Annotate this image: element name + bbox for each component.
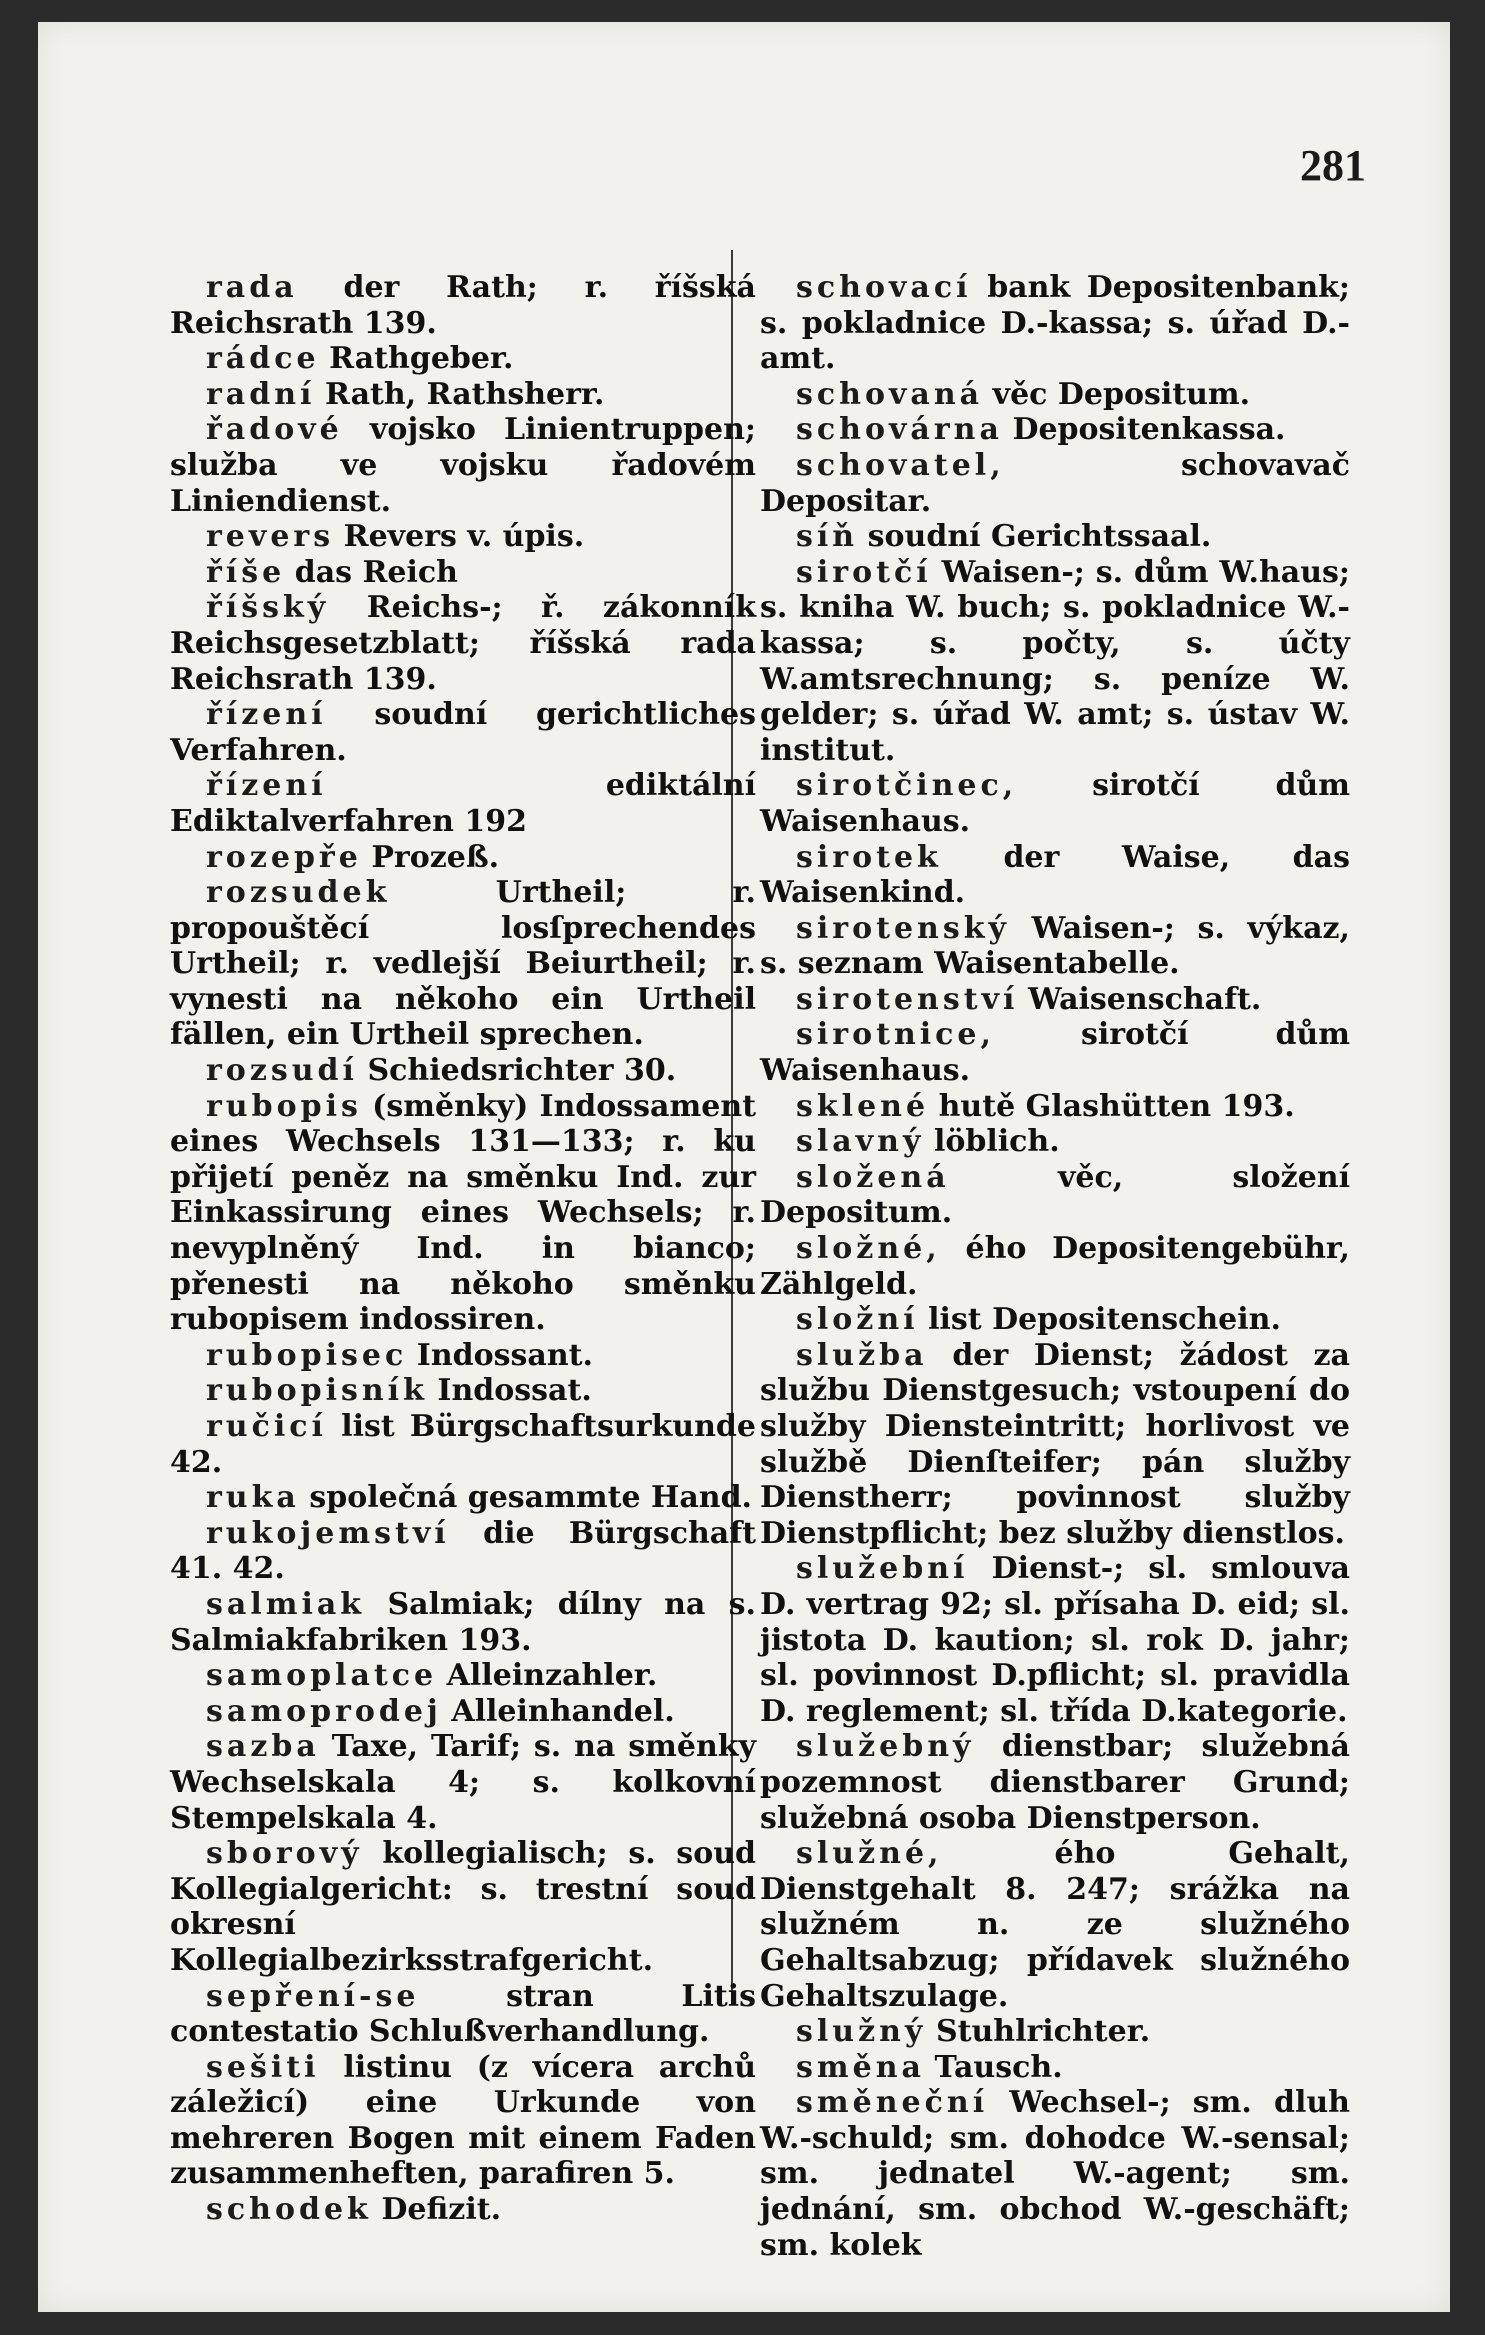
entry-headword: služba [796,1337,928,1373]
entry-headword: sirotek [796,839,942,875]
entry-definition: der Waise, das Waisenkind. [760,839,1350,911]
entry-definition: Schiedsrichter 30. [367,1053,677,1089]
entry-definition: Waisen-; s. dům W.haus; s. kniha W. buch; s. pokladnice W.-kassa; s. počty, s. účty W.amtsrechnung; s. peníze W. gelder; s. úřad W. amt; s. ústav W. institut. [760,554,1350,768]
dictionary-entry [760,555,1350,769]
entry-definition: listinu (z vícera archů záležicí) eine Urkunde von mehreren Bogen mit einem Faden zusammenheften, parafiren 5. [170,2049,756,2192]
entry-definition: soudní Gerichtssaal. [867,519,1212,555]
dictionary-entry [760,270,1350,377]
dictionary-entry [170,341,756,377]
entry-headword: schovárna [796,412,1003,448]
dictionary-entry [170,1516,756,1587]
dictionary-entry [760,2050,1350,2086]
dictionary-entry [760,1089,1350,1125]
dictionary-entry [170,377,756,413]
dictionary-entry [760,2014,1350,2050]
entry-definition: Rath, Rathsherr. [324,376,605,412]
entry-definition: ého Depositengebühr, Zählgeld. [760,1231,1350,1302]
entry-headword: sirotnice, [796,1017,995,1053]
dictionary-entry [760,2085,1350,2263]
entry-definition: sirotčí dům Waisenhaus. [760,1017,1350,1089]
dictionary-entry [760,1160,1350,1231]
entry-definition: Defizit. [381,2192,502,2228]
entry-definition: Depositenkassa. [1012,412,1286,448]
entry-headword: schodek [206,2192,372,2228]
entry-headword: říšský [206,590,330,626]
dictionary-entry [760,377,1350,413]
dictionary-entry [170,2050,756,2192]
entry-definition: vojsko Linientruppen; služba ve vojsku řadovém Liniendienst. [170,412,756,519]
entry-definition: Taxe, Tarif; s. na směnky Wechselskala 4; s. kolkovní Stempelskala 4. [170,1729,756,1836]
entry-definition: Salmiak; dílny na s. Salmiakfabriken 193. [170,1586,756,1658]
entry-definition: kollegialisch; s. soud Kollegialgericht: s. trestní soud okresní Kollegialbezirksstrafgericht. [170,1836,756,1978]
entry-definition: Urtheil; r. propouštěcí losſprechendes Urtheil; r. vedlejší Beiurtheil; r. vynesti na někoho ein Urtheil fällen, ein Urtheil sprechen. [170,875,756,1053]
book-page [38,22,1450,2312]
entry-headword: složená [796,1159,950,1195]
entry-definition: Indossat. [437,1373,592,1409]
entry-headword: rubopisník [206,1373,428,1409]
dictionary-entry [170,697,756,768]
dictionary-entry [170,840,756,876]
entry-headword: sirotčí [796,554,932,590]
dictionary-entry [170,1373,756,1409]
dictionary-entry [170,519,756,555]
entry-definition: Waisenschaft. [1027,981,1262,1017]
dictionary-entry [170,590,756,697]
entry-headword: ruka [206,1480,300,1516]
entry-headword: ručicí [206,1409,327,1444]
left-column [170,270,756,2228]
dictionary-entry [170,1338,756,1374]
entry-headword: sirotenství [796,981,1019,1017]
entry-definition: Revers v. úpis. [343,519,585,555]
entry-definition: sirotčí dům Waisenhaus. [760,768,1350,839]
entry-headword: sborový [206,1836,363,1872]
entry-definition: věc, složení Depositum. [760,1159,1350,1231]
entry-headword: radní [206,376,316,412]
entry-headword: rádce [206,341,320,377]
dictionary-entry [170,555,756,591]
entry-headword: rada [206,270,298,305]
entry-headword: sklené [796,1088,930,1124]
entry-definition: (směnky) Indossament eines Wechsels 131—133; r. ku přijetí peněz na směnku Ind. zur Einkassirung eines Wechsels; r. nevyplněný Ind. in bianco; přenesti na někoho směnku rubopisem indossiren. [170,1088,756,1338]
entry-headword: rozepře [206,839,362,875]
entry-headword: složní [796,1302,919,1338]
dictionary-entry [170,1658,756,1694]
dictionary-entry [760,1551,1350,1729]
dictionary-entry [760,840,1350,911]
entry-definition: Alleinhandel. [451,1693,675,1729]
entry-headword: slavný [796,1124,925,1160]
entry-headword: rozsudek [206,875,391,911]
entry-definition: Indossant. [416,1337,593,1373]
entry-headword: řízení [206,768,327,804]
entry-definition: Waisen-; s. výkaz, s. seznam Waisentabelle. [760,910,1350,982]
entry-definition: list Bürgschaftsurkunde 42. [170,1409,756,1480]
entry-headword: řízení [206,697,327,733]
entry-definition: ediktální Ediktalverfahren 192 [170,768,756,839]
entry-headword: schovací [796,270,972,305]
entry-headword: sirotenský [796,910,1010,946]
dictionary-entry [170,1587,756,1658]
entry-headword: řadové [206,412,343,448]
dictionary-entry [760,1729,1350,1836]
dictionary-entry [170,2192,756,2228]
dictionary-entry [760,982,1350,1018]
dictionary-entry [760,1231,1350,1302]
dictionary-entry [170,768,756,839]
dictionary-entry [760,768,1350,839]
entry-headword: služební [796,1551,969,1587]
dictionary-entry [760,1836,1350,2014]
entry-definition: Reichs-; ř. zákonník Reichsgesetzblatt; říšská rada Reichsrath 139. [170,590,756,697]
dictionary-entry [170,1694,756,1730]
entry-definition: Wechsel-; sm. dluh W.-schuld; sm. dohodce W.-sensal; sm. jednatel W.-agent; sm. jednání, sm. obchod W.-geschäft; sm. kolek [760,2085,1350,2263]
entry-headword: rubopisec [206,1337,408,1373]
dictionary-entry [170,1409,756,1480]
dictionary-entry [170,1053,756,1089]
entry-definition: schovavač Depositar. [760,447,1350,519]
entry-definition: bank Depositenbank; s. pokladnice D.-kassa; s. úřad D.-amt. [760,270,1350,377]
right-column [760,270,1350,2263]
entry-definition: Prozeß. [371,839,500,875]
entry-headword: rozsudí [206,1053,358,1089]
entry-definition: hutě Glashütten 193. [938,1088,1295,1124]
dictionary-entry [170,270,756,341]
entry-headword: směna [796,2049,925,2085]
entry-headword: samoplatce [206,1658,438,1694]
entry-definition: Rathgeber. [329,341,514,377]
dictionary-entry [170,1836,756,1978]
entry-headword: složné, [796,1231,941,1267]
entry-headword: rukojemství [206,1515,450,1551]
entry-definition: der Dienst; žádost za službu Dienstgesuch; vstoupení do služby Diensteintritt; horlivost ve službě Dienſteifer; pán služby Dienstherr; povinnost služby Dienstpflicht; bez služby dienstlos. [760,1337,1350,1551]
dictionary-entry [170,412,756,519]
entry-definition: dienstbar; služebná pozemnost dienstbarer Grund; služebná osoba Dienstperson. [760,1729,1350,1836]
entry-headword: služné, [796,1836,943,1872]
entry-headword: samoprodej [206,1693,442,1729]
entry-definition: list Depositenschein. [928,1302,1281,1338]
entry-definition: Stuhlrichter. [935,2014,1151,2050]
dictionary-entry [760,1338,1350,1552]
dictionary-entry [760,1124,1350,1160]
entry-headword: sirotčinec, [796,768,1018,804]
entry-headword: směneční [796,2085,989,2121]
dictionary-entry [760,448,1350,519]
dictionary-entry [170,1089,756,1338]
dictionary-entry [760,1017,1350,1088]
entry-headword: sešiti [206,2049,320,2085]
entry-definition: der Rath; r. říšská Reichsrath 139. [170,270,756,341]
entry-definition: Alleinzahler. [446,1658,658,1694]
entry-headword: říše [206,554,286,590]
entry-headword: rubopis [206,1088,362,1124]
entry-headword: služný [796,2014,927,2050]
entry-definition: löblich. [933,1124,1060,1160]
entry-definition: Dienst-; sl. smlouva D. vertrag 92; sl. přísaha D. eid; sl. jistota D. kaution; sl. rok D. jahr; sl. povinnost D.pflicht; sl. pravidla D. reglement; sl. třída D.kategorie. [760,1551,1350,1729]
entry-definition: Tausch. [934,2049,1063,2085]
dictionary-entry [760,1302,1350,1338]
entry-definition: společná gesammte Hand. [309,1480,752,1516]
dictionary-entry [760,911,1350,982]
entry-definition: ého Gehalt, Dienstgehalt 8. 247; srážka na služném n. ze služného Gehaltsabzug; přídavek služného Gehaltszulage. [760,1836,1350,2014]
page-number: 281 [1300,141,1366,190]
dictionary-entry [170,1979,756,2050]
entry-definition: věc Depositum. [992,376,1251,412]
entry-headword: sazba [206,1729,320,1765]
dictionary-entry [760,519,1350,555]
entry-headword: služebný [796,1729,975,1765]
entry-definition: stran Litis contestatio Schlußverhandlung. [170,1978,756,2050]
entry-headword: revers [206,519,335,555]
dictionary-entry [170,875,756,1053]
dictionary-entry [170,1480,756,1516]
entry-headword: sepření-se [206,1978,420,2014]
dictionary-entry [760,412,1350,448]
entry-headword: schovaná [796,376,984,412]
entry-definition: die Bürgschaft 41. 42. [170,1515,756,1587]
entry-headword: síň [796,519,859,555]
entry-headword: schovatel, [796,447,1005,483]
entry-definition: das Reich [294,554,458,590]
dictionary-entry [170,1729,756,1836]
entry-headword: salmiak [206,1586,366,1622]
entry-definition: soudní gerichtliches Verfahren. [170,697,756,768]
